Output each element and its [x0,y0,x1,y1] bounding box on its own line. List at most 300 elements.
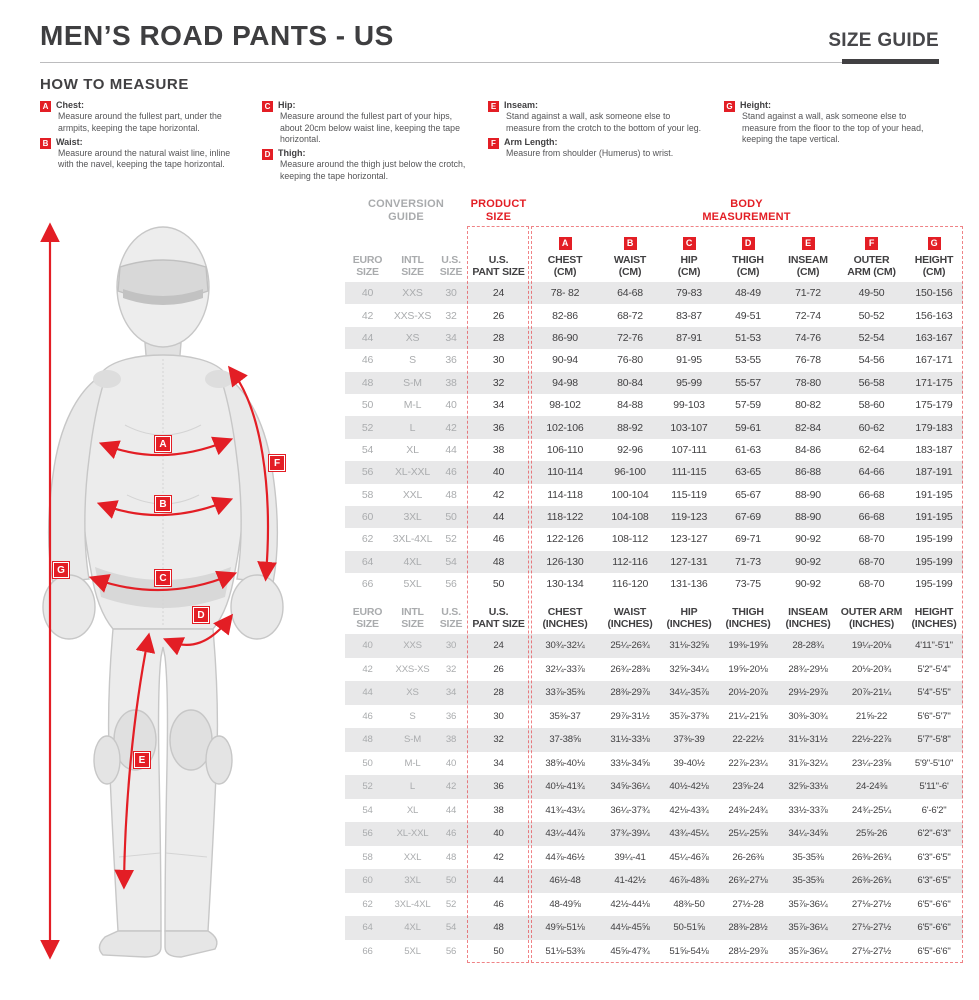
table-cell: 22-22½ [732,734,764,746]
table-cell: 30 [445,640,457,652]
table-cell: 30⅜-30¾ [788,710,828,722]
table-cell: 20⅛-20¾ [851,663,892,675]
table-cell: 32 [493,734,504,746]
table-cell: 40½-42⅛ [669,781,709,793]
table-cell: 6'5"-6'6" [917,945,951,957]
table-cell: XL [406,804,419,816]
table-cell: 40 [362,640,373,652]
table-cell: 40 [361,287,374,300]
table-cell: 68-70 [858,533,885,546]
table-cell: 19¼-20⅛ [851,640,892,652]
table-cell: 108-112 [611,533,649,546]
table-cell: 51⅛-53⅜ [545,945,585,957]
table-cell: 6'2"-6'3" [917,828,951,840]
table-cell: 68-70 [858,555,885,568]
table-cell: 49⅝-51⅛ [545,922,585,934]
table-cell: S-M [404,734,421,746]
table-cell: 72-74 [795,309,821,322]
table-cell: 40 [492,466,505,479]
table-cell: 40⅛-41¾ [545,781,585,793]
table-cell: 95-99 [676,376,702,389]
col-header-chest-inches: CHEST (INCHES) [542,605,588,630]
table-cell: 5'2"-5'4" [917,663,951,675]
table-row [345,416,963,438]
table-cell: 127-131 [670,555,708,568]
table-cell: 32⅝-33⅛ [788,781,828,793]
table-cell: XXS-XS [393,309,432,322]
table-cell: 40 [445,757,457,769]
table-cell: 5'4"-5'5" [917,687,951,699]
table-cell: 54 [361,443,374,456]
figure-badge-g: G [53,562,69,578]
col-header-waist-cm: B WAIST (CM) [613,237,647,278]
table-cell: 66 [362,945,373,957]
measure-text: Measure from shoulder (Humerus) to wrist. [506,148,674,158]
table-cell: 40 [493,828,504,840]
table-cell: XS [405,331,420,344]
table-cell: 46½-48 [549,875,581,887]
table-cell: 116-120 [611,578,649,591]
table-cell: 52 [445,898,457,910]
table-cell: 24 [492,287,505,300]
table-cell: 62 [362,898,373,910]
table-row [345,506,963,528]
table-cell: 119-123 [670,511,708,524]
table-cell: 78-80 [795,376,821,389]
table-cell: 5'6"-5'7" [917,710,951,722]
figure-badge-b: B [155,496,171,512]
table-cell: 54-56 [858,354,885,367]
how-to-measure-heading: HOW TO MEASURE [40,76,189,93]
table-cell: 22⅞-23¼ [728,757,768,769]
table-cell: 110-114 [547,466,583,479]
table-cell: 45¼-46⅞ [669,851,709,863]
table-cell: 33½-33⅞ [788,804,828,816]
table-row [345,799,963,823]
table-cell: 46 [362,710,373,722]
table-cell: 26¾-27⅛ [728,875,768,887]
table-cell: 42⅛-43¾ [669,804,709,816]
table-cell: S [409,354,416,367]
inches-table-body [345,634,963,963]
table-cell: 72-76 [617,331,643,344]
table-cell: XL-XXL [396,828,429,840]
table-cell: 74-76 [795,331,821,344]
table-cell: 66-68 [858,511,885,524]
table-cell: 59-61 [735,421,761,434]
table-cell: 42 [362,663,373,675]
table-cell: XL-XXL [395,466,430,479]
table-cell: 64 [361,555,374,568]
table-cell: XXS [403,640,422,652]
table-cell: 34 [445,331,457,344]
table-cell: 31⅛-31½ [788,734,828,746]
table-cell: 19⅜-19⅝ [728,640,768,652]
page-title: MEN’S ROAD PANTS - US [40,20,394,51]
table-cell: 26 [493,663,504,675]
table-cell: 5'7"-5'8" [917,734,951,746]
table-cell: 50-51⅝ [673,922,705,934]
measure-text: Measure around the fullest part of your hips, about 20cm below waist line, keeping the tape horizontal. [280,111,460,144]
table-cell: 48 [362,734,373,746]
table-cell: 22½-22⅞ [851,734,892,746]
table-cell: 191-195 [915,488,953,501]
table-cell: 3XL-4XL [392,533,433,546]
table-cell: 49-50 [858,287,885,300]
table-row [345,349,963,371]
table-cell: 60-62 [858,421,885,434]
table-cell: 42 [445,781,457,793]
table-cell: 195-199 [915,555,953,568]
col-header-thigh-cm: D THIGH (CM) [732,237,764,278]
table-cell: 6'-6'2" [921,804,947,816]
table-cell: 49-51 [735,309,761,322]
table-cell: 44 [493,875,504,887]
table-cell: 58 [362,851,373,863]
table-cell: 107-111 [671,443,707,456]
table-cell: 29⅞-31½ [610,710,650,722]
col-header-height-inches: HEIGHT (INCHES) [911,605,957,630]
table-cell: 82-84 [795,421,821,434]
table-cell: 112-116 [612,555,648,568]
table-cell: 32 [445,663,457,675]
col-header-chest-cm: A CHEST (CM) [547,237,583,278]
table-cell: 41-42½ [614,875,646,887]
table-cell: 26⅜-26¾ [851,875,892,887]
table-cell: 39¼-41 [614,851,646,863]
table-cell: 50-52 [858,309,885,322]
table-cell: 26¾-28⅜ [610,663,650,675]
table-row [345,728,963,752]
table-cell: 87-91 [676,331,702,344]
table-cell: 28¾-29⅛ [788,663,828,675]
table-cell: 150-156 [915,287,953,300]
table-cell: 94-98 [552,376,578,389]
table-row [345,681,963,705]
letter-badge-c: C [262,101,273,112]
table-cell: XXL [403,851,422,863]
table-cell: 195-199 [915,578,953,591]
col-header-us-pant-size: U.S. PANT SIZE [472,605,525,630]
table-cell: 3XL-4XL [394,898,431,910]
col-header-intl-size: INTL SIZE [401,605,424,630]
table-cell: 64-68 [617,287,643,300]
table-cell: 46 [361,354,374,367]
table-cell: 130-134 [546,578,584,591]
table-cell: 66 [361,578,374,591]
table-cell: 36 [445,710,457,722]
table-cell: 34 [493,757,504,769]
measure-item-inseam [488,100,706,134]
table-cell: 38 [445,376,457,389]
measure-text: Stand against a wall, ask someone else to measure from the floor to the top of your head, keeping the tape vertical. [742,111,924,144]
measure-label: Thigh: [278,148,306,158]
table-cell: 92-96 [617,443,643,456]
table-cell: 42 [493,851,504,863]
table-cell: 25¼-25⅝ [728,828,768,840]
table-cell: L [409,781,416,793]
table-cell: 35⅞-36¼ [788,945,828,957]
table-cell: 65-67 [735,488,761,501]
table-cell: 32⅝-34¼ [669,663,709,675]
table-row [345,573,963,595]
table-cell: 30 [492,354,505,367]
table-row [345,752,963,776]
table-cell: 96-100 [614,466,646,479]
table-cell: 104-108 [611,511,649,524]
table-cell: 52-54 [858,331,885,344]
table-cell: 84-86 [795,443,821,456]
table-cell: 6'5"-6'6" [917,922,951,934]
table-cell: 27⅛-27½ [851,898,892,910]
table-cell: 191-195 [915,511,953,524]
table-row [345,822,963,846]
table-cell: 4XL [404,922,421,934]
table-row [345,846,963,870]
body-measurement-header: BODY MEASUREMENT [702,198,791,223]
table-cell: 179-183 [915,421,953,434]
table-cell: 32 [445,309,457,322]
table-row [345,304,963,326]
table-cell: 39-40½ [673,757,705,769]
table-cell: 48 [492,555,505,568]
table-cell: 23⅝-24 [732,781,764,793]
table-cell: 46 [445,828,457,840]
letter-badge-a: A [40,101,51,112]
table-cell: 34 [445,687,457,699]
table-cell: 30 [445,287,457,300]
table-cell: 29½-29⅞ [788,687,828,699]
table-cell: 31½-33⅛ [610,734,650,746]
table-cell: 58 [361,488,374,501]
table-cell: 37-38⅝ [549,734,581,746]
table-cell: 30 [493,710,504,722]
measure-label: Hip: [278,100,296,110]
table-cell: 99-103 [673,399,705,412]
table-cell: 50 [492,578,505,591]
table-cell: 44 [445,443,457,456]
table-cell: 23¼-23⅝ [851,757,892,769]
table-cell: 91-95 [676,354,702,367]
table-cell: 122-126 [546,533,584,546]
table-cell: XXS [402,287,423,300]
table-cell: 4XL [403,555,422,568]
letter-badge-f: F [488,138,499,149]
table-cell: 88-90 [795,488,821,501]
table-cell: 34¼-34⅝ [788,828,828,840]
col-header-hip-inches: HIP (INCHES) [666,605,712,630]
col-header-euro-size: EURO SIZE [352,605,383,630]
table-cell: 48-49⅝ [549,898,581,910]
table-cell: 31⅞-32¼ [788,757,828,769]
measure-label: Height: [740,100,771,110]
product-size-header: PRODUCT SIZE [470,198,527,223]
table-cell: XXS-XS [395,663,430,675]
measure-column-4 [724,100,942,148]
table-row [345,528,963,550]
table-cell: 56 [445,945,457,957]
table-row [345,327,963,349]
col-header-outer-arm-inches: OUTER ARM (INCHES) [840,605,903,630]
measure-item-height [724,100,942,145]
table-cell: 66-68 [858,488,885,501]
table-cell: 33⅛-34⅝ [610,757,650,769]
table-cell: 24⅜-24¾ [728,804,768,816]
measure-column-2 [262,100,476,185]
table-row [345,484,963,506]
cm-table-body [345,282,963,595]
table-cell: 98-102 [549,399,581,412]
table-cell: 36 [493,781,504,793]
table-row [345,439,963,461]
table-cell: 30¾-32¼ [545,640,585,652]
table-cell: 50 [445,875,457,887]
table-cell: 56 [361,466,374,479]
table-cell: 5XL [403,578,422,591]
table-cell: 28⅜-28½ [728,922,768,934]
measure-item-thigh [262,148,476,182]
table-cell: 100-104 [611,488,649,501]
table-cell: 25¼-26¾ [610,640,650,652]
cm-table-header [345,228,963,282]
table-cell: 52 [445,533,457,546]
conversion-guide-header: CONVERSION GUIDE [368,198,444,223]
table-cell: 50 [445,511,457,524]
table-cell: 28½-29⅞ [728,945,768,957]
measure-label: Inseam: [504,100,539,110]
table-cell: 36 [492,421,505,434]
table-cell: 44 [445,804,457,816]
col-header-intl-size: INTL SIZE [401,253,424,278]
letter-badge-e: E [488,101,499,112]
table-cell: 48 [361,376,374,389]
table-cell: 67-69 [735,511,761,524]
table-cell: 69-71 [735,533,761,546]
table-cell: 48 [445,851,457,863]
table-cell: 83-87 [676,309,702,322]
size-guide-label: SIZE GUIDE [828,30,939,51]
table-cell: 123-127 [670,533,708,546]
table-cell: M-L [403,399,422,412]
table-row [345,634,963,658]
table-cell: L [409,421,416,434]
table-cell: 38 [492,443,505,456]
table-cell: 32¼-33⅞ [545,663,585,675]
table-cell: 175-179 [915,399,953,412]
table-cell: XS [406,687,419,699]
table-cell: 26 [492,309,505,322]
letter-badge-b: B [40,138,51,149]
table-cell: 68-72 [617,309,643,322]
table-cell: 71-73 [735,555,761,568]
table-cell: 36¼-37¾ [610,804,650,816]
table-cell: 84-88 [617,399,643,412]
table-cell: 48-49 [735,287,761,300]
table-cell: 56 [445,578,457,591]
letter-badge-d: D [262,149,273,160]
col-header-hip-cm: C HIP (CM) [677,237,701,278]
table-cell: 35⅞-36¼ [788,922,828,934]
rider-illustration [15,195,345,995]
table-cell: 55-57 [735,376,761,389]
table-cell: 51-53 [735,331,761,344]
table-cell: 21⅝-22 [855,710,888,722]
measure-text: Stand against a wall, ask someone else to measure from the crotch to the bottom of your leg. [506,111,702,133]
table-cell: 37¾-39¼ [610,828,650,840]
table-cell: 86-90 [552,331,578,344]
table-cell: 33⅞-35⅜ [545,687,585,699]
col-header-waist-inches: WAIST (INCHES) [607,605,653,630]
table-cell: 24¾-25¼ [851,804,892,816]
table-cell: 35⅞-37⅜ [669,710,709,722]
col-header-outer-arm-cm: F OUTER ARM (CM) [847,237,896,278]
table-cell: 6'3"-6'5" [917,851,951,863]
table-cell: 35-35⅜ [792,875,824,887]
table-cell: 56-58 [858,376,885,389]
table-cell: 50 [493,945,504,957]
table-row [345,775,963,799]
table-cell: 28-28¾ [792,640,824,652]
table-cell: M-L [404,757,421,769]
table-cell: 28 [492,331,505,344]
figure-badge-e: E [134,752,150,768]
table-cell: 80-82 [795,399,821,412]
table-cell: 52 [362,781,373,793]
table-cell: 54 [445,555,457,568]
measure-text: Measure around the thigh just below the crotch, keeping the tape horizontal. [280,159,466,181]
table-cell: 131-136 [670,578,708,591]
table-cell: 167-171 [915,354,953,367]
table-cell: 3XL [403,511,422,524]
table-cell: S-M [403,376,422,389]
table-cell: 126-130 [546,555,584,568]
table-cell: 5XL [404,945,421,957]
table-cell: 32 [492,376,505,389]
figure-badge-c: C [155,570,171,586]
table-cell: 5'9"-5'10" [914,757,954,769]
table-cell: XL [406,443,419,456]
table-cell: 42 [445,421,457,434]
measure-item-waist [40,137,248,171]
col-header-us-pant-size: U.S. PANT SIZE [472,253,525,278]
table-cell: 6'5"-6'6" [917,898,951,910]
table-cell: 56 [362,828,373,840]
table-cell: 76-78 [795,354,821,367]
table-cell: 21¼-21⅝ [728,710,768,722]
table-row [345,372,963,394]
table-cell: 27⅛-27½ [851,922,892,934]
table-cell: 27½-28 [732,898,764,910]
table-row [345,705,963,729]
col-header-us-size: U.S. SIZE [439,253,463,278]
table-cell: 114-118 [547,488,583,501]
table-row [345,916,963,940]
inches-table-header [345,596,963,634]
table-cell: 45⅝-47¾ [610,945,650,957]
table-row [345,551,963,573]
table-cell: 35⅞-36¼ [788,898,828,910]
measure-text: Measure around the natural waist line, inline with the navel, keeping the tape horizontal. [58,148,231,170]
table-cell: 40 [445,399,457,412]
figure-badge-a: A [155,436,171,452]
measure-label: Arm Length: [504,136,558,147]
table-cell: 90-94 [552,354,578,367]
table-cell: 57-59 [735,399,761,412]
table-cell: 73-75 [735,578,761,591]
table-cell: 43¼-44⅞ [545,828,585,840]
size-tables [345,198,963,963]
table-cell: 41¾-43¼ [545,804,585,816]
